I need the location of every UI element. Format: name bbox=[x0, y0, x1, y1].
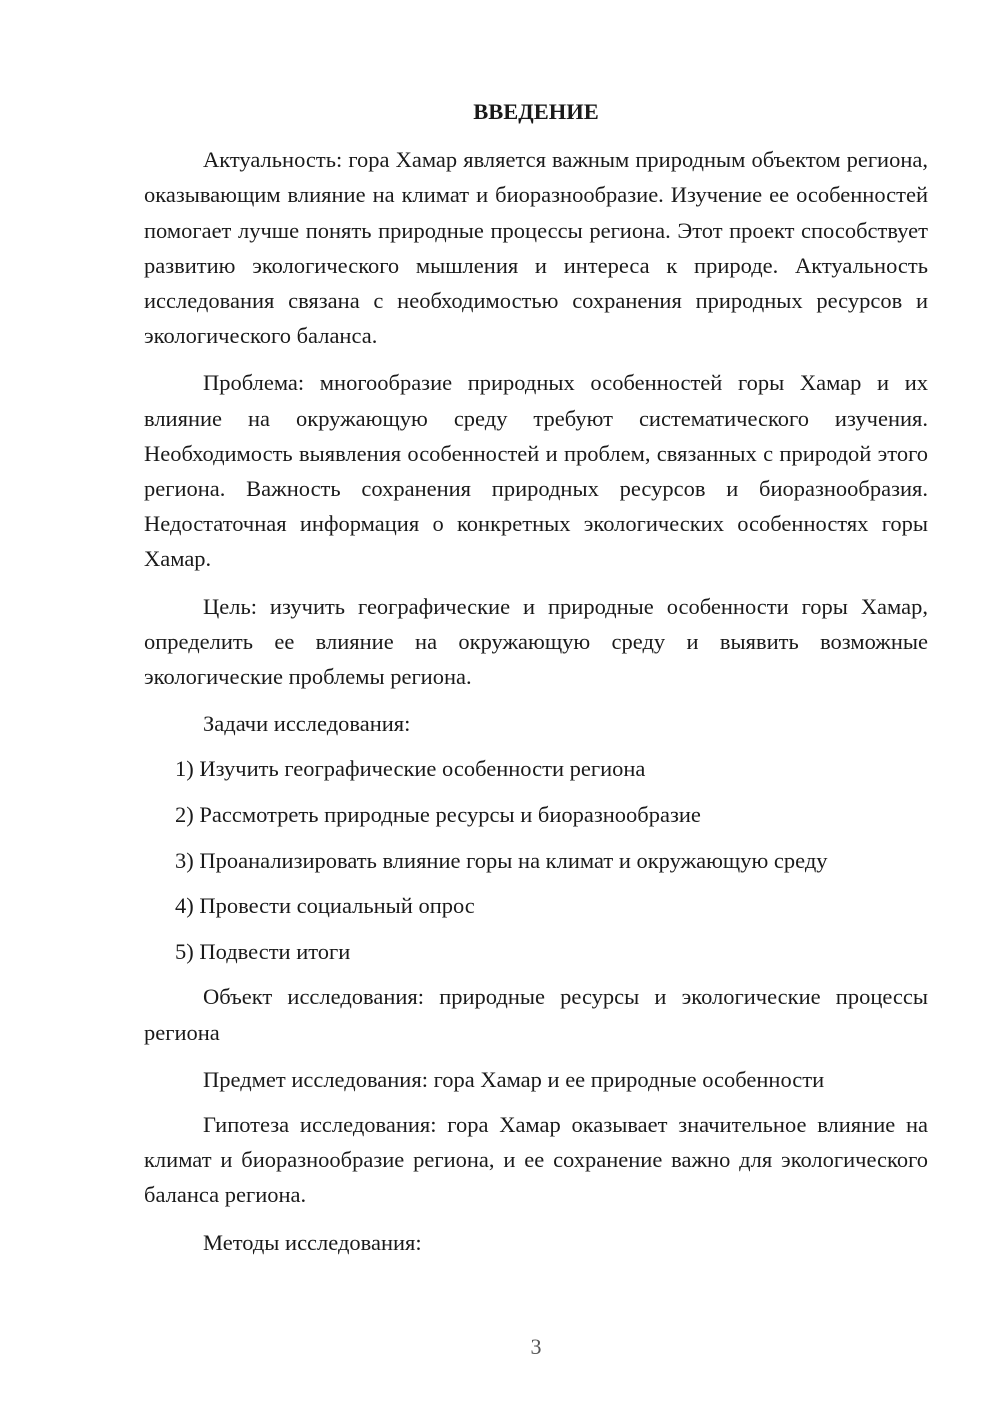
task-item: 2) Рассмотреть природные ресурсы и биоразнообразие bbox=[175, 802, 701, 828]
tasks-list bbox=[144, 751, 928, 969]
problem-paragraph: Проблема: многообразие природных особенностей горы Хамар и их влияние на окружающую среду требуют систематического изучения. Необходимость выявления особенностей и проблем, связанных с природой этого региона. Важность сохранения природных ресурсов и биоразнообразия. Недостаточная информация о конкретных экологических особенностях горы Хамар. bbox=[144, 370, 928, 572]
page-title: ВВЕДЕНИЕ bbox=[473, 99, 599, 124]
relevance-paragraph: Актуальность: гора Хамар является важным природным объектом региона, оказывающим влияние на климат и биоразнообразие. Изучение ее особенностей помогает лучше понять природные процессы региона. Этот проект способствует развитию экологического мышления и интереса к природе. Актуальность исследования связана с необходимостью сохранения природных ресурсов и экологического баланса. bbox=[144, 147, 928, 349]
page-content bbox=[144, 94, 928, 1270]
object-paragraph: Объект исследования: природные ресурсы и экологические процессы региона bbox=[144, 984, 928, 1045]
task-item: 5) Подвести итоги bbox=[175, 938, 351, 964]
hypothesis-paragraph: Гипотеза исследования: гора Хамар оказывает значительное влияние на климат и биоразнообразие региона, и ее сохранение важно для экологического баланса региона. bbox=[144, 1112, 928, 1208]
subject-paragraph: Предмет исследования: гора Хамар и ее природные особенности bbox=[203, 1066, 825, 1092]
goal-paragraph: Цель: изучить географические и природные особенности горы Хамар, определить ее влияние на окружающую среду и выявить возможные экологические проблемы региона. bbox=[144, 593, 928, 690]
methods-heading: Методы исследования: bbox=[203, 1229, 422, 1255]
task-item: 1) Изучить географические особенности региона bbox=[175, 756, 646, 782]
task-item: 4) Провести социальный опрос bbox=[175, 893, 475, 919]
task-item: 3) Проанализировать влияние горы на климат и окружающую среду bbox=[175, 847, 828, 873]
page-number: 3 bbox=[530, 1334, 542, 1359]
tasks-heading: Задачи исследования: bbox=[203, 711, 411, 737]
